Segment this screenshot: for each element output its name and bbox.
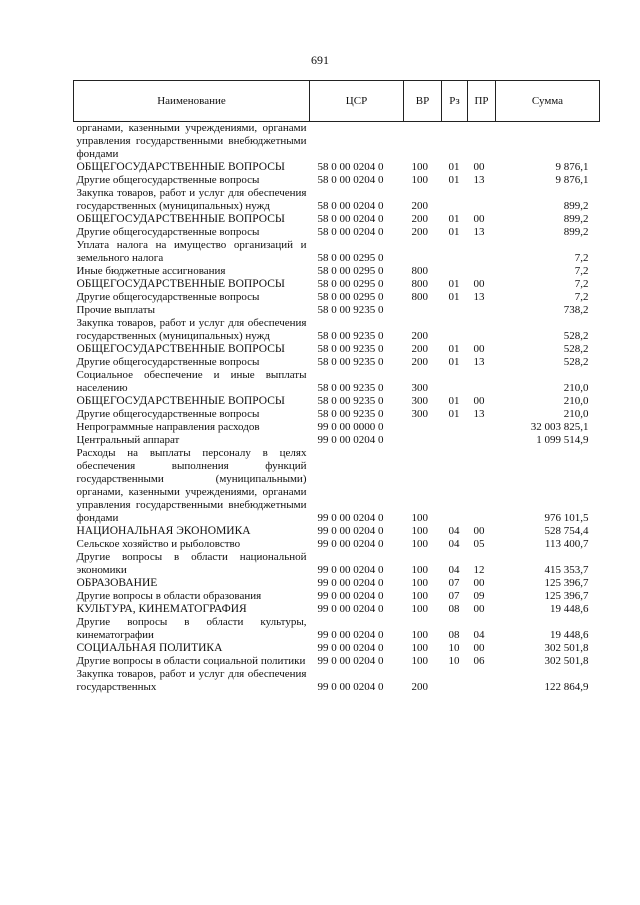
cell-csr: 99 0 00 0204 0 [317,538,384,550]
cell-sum: 899,2 [563,213,589,225]
cell-name: органами, казенными учреждениями, органами управления государственными внебюджетными фондами [76,122,307,160]
cell-csr: 58 0 00 0295 0 [317,252,384,264]
cell-rz: 07 [448,590,460,602]
cell-rz: 01 [448,213,460,225]
cell-rz: 01 [448,395,460,407]
cell-rz: 01 [448,343,460,355]
header-row [74,81,600,122]
table-row [74,174,600,187]
cell-pr: 13 [473,408,485,420]
cell-sum: 302 501,8 [544,655,589,667]
cell-sum: 738,2 [563,304,589,316]
cell-vr: 300 [411,408,428,420]
cell-rz [442,421,468,434]
cell-pr [468,239,496,265]
table-row [74,226,600,239]
cell-csr: 58 0 00 0204 0 [317,161,384,173]
table-body [74,122,600,695]
cell-vr: 200 [411,200,428,212]
cell-csr: 58 0 00 9235 0 [317,408,384,420]
cell-rz: 01 [448,226,460,238]
cell-vr [404,304,442,317]
cell-sum: 122 864,9 [544,681,589,693]
cell-vr: 100 [411,603,428,615]
cell-pr: 00 [473,577,485,589]
cell-rz: 10 [448,655,460,667]
cell-name: ОБЩЕГОСУДАРСТВЕННЫЕ ВОПРОСЫ [76,278,285,290]
cell-rz: 01 [448,408,460,420]
cell-sum: 899,2 [563,226,589,238]
cell-csr: 58 0 00 9235 0 [317,330,384,342]
cell-sum: 528 754,4 [544,525,589,537]
cell-pr: 00 [473,642,485,654]
cell-csr: 99 0 00 0204 0 [317,655,384,667]
table-row [74,343,600,356]
cell-sum: 302 501,8 [544,642,589,654]
cell-name: Другие вопросы в области социальной политики [76,655,306,667]
cell-csr: 58 0 00 9235 0 [317,304,384,316]
cell-vr: 200 [411,213,428,225]
cell-rz [442,187,468,213]
cell-rz [442,369,468,395]
table-row [74,395,600,408]
cell-pr: 00 [473,278,485,290]
cell-vr [404,239,442,265]
table-row [74,447,600,525]
cell-sum: 125 396,7 [544,577,589,589]
cell-pr [468,304,496,317]
cell-pr: 00 [473,525,485,537]
table-row [74,538,600,551]
cell-csr: 58 0 00 0204 0 [317,226,384,238]
table-row [74,551,600,577]
cell-sum: 210,0 [563,382,589,394]
cell-vr: 100 [411,161,428,173]
cell-pr [468,265,496,278]
cell-vr: 100 [411,512,428,524]
table-row [74,577,600,590]
table-row [74,590,600,603]
cell-pr: 13 [473,356,485,368]
cell-rz [442,265,468,278]
cell-name: Другие вопросы в области образования [76,590,262,602]
cell-sum: 7,2 [574,252,589,264]
cell-csr: 58 0 00 0204 0 [317,174,384,186]
cell-pr: 00 [473,603,485,615]
cell-rz: 10 [448,642,460,654]
cell-vr [404,122,442,162]
cell-rz [442,317,468,343]
cell-csr: 99 0 00 0204 0 [317,525,384,537]
cell-csr: 58 0 00 0204 0 [317,213,384,225]
cell-sum: 7,2 [574,265,589,277]
cell-sum: 113 400,7 [544,538,589,550]
cell-csr: 99 0 00 0000 0 [317,421,384,433]
header-vr: ВР [404,81,442,122]
cell-csr: 58 0 00 0295 0 [317,291,384,303]
cell-csr: 99 0 00 0204 0 [317,629,384,641]
cell-name: Закупка товаров, работ и услуг для обеспечения государственных (муниципальных) нужд [76,187,307,212]
cell-pr [468,369,496,395]
cell-name: Непрограммные направления расходов [76,421,260,433]
cell-csr: 99 0 00 0204 0 [317,642,384,654]
cell-pr: 13 [473,226,485,238]
cell-pr: 00 [473,161,485,173]
cell-pr [468,317,496,343]
cell-sum: 528,2 [563,356,589,368]
table-row [74,213,600,226]
cell-name: Прочие выплаты [76,304,155,316]
table-row [74,369,600,395]
cell-vr: 100 [411,629,428,641]
cell-sum: 32 003 825,1 [530,421,589,433]
cell-rz: 04 [448,525,460,537]
cell-name: Другие общегосударственные вопросы [76,226,260,238]
cell-name: КУЛЬТУРА, КИНЕМАТОГРАФИЯ [76,603,247,615]
cell-name: ОБЩЕГОСУДАРСТВЕННЫЕ ВОПРОСЫ [76,161,285,173]
header-rz: Рз [442,81,468,122]
cell-vr: 100 [411,564,428,576]
cell-pr: 00 [473,343,485,355]
cell-vr: 100 [411,642,428,654]
cell-rz [442,239,468,265]
cell-rz [442,447,468,525]
table-header [74,81,600,122]
cell-name: ОБЩЕГОСУДАРСТВЕННЫЕ ВОПРОСЫ [76,395,285,407]
cell-sum: 9 876,1 [555,161,589,173]
cell-sum: 899,2 [563,200,589,212]
table-row [74,161,600,174]
table-row [74,304,600,317]
cell-vr: 100 [411,590,428,602]
cell-name: Другие общегосударственные вопросы [76,291,260,303]
cell-csr: 99 0 00 0204 0 [317,603,384,615]
cell-rz: 01 [448,291,460,303]
cell-sum: 415 353,7 [544,564,589,576]
page-number: 691 [311,53,329,67]
cell-name: ОБРАЗОВАНИЕ [76,577,158,589]
cell-pr [468,434,496,447]
cell-sum: 19 448,6 [550,603,589,615]
cell-vr: 100 [411,174,428,186]
table-row [74,122,600,162]
cell-name: Другие общегосударственные вопросы [76,408,260,420]
table-row [74,187,600,213]
cell-sum: 7,2 [574,291,589,303]
cell-pr: 12 [473,564,485,576]
cell-vr: 200 [411,681,428,693]
cell-vr: 300 [411,395,428,407]
cell-pr [468,187,496,213]
cell-vr: 200 [411,226,428,238]
cell-name: НАЦИОНАЛЬНАЯ ЭКОНОМИКА [76,525,251,537]
table-row [74,603,600,616]
cell-rz: 01 [448,161,460,173]
cell-vr: 100 [411,525,428,537]
cell-rz: 01 [448,278,460,290]
cell-rz: 01 [448,356,460,368]
cell-vr [404,421,442,434]
cell-pr: 05 [473,538,485,550]
cell-name: Другие вопросы в области национальной экономики [76,551,307,576]
cell-rz: 08 [448,603,460,615]
header-pr: ПР [468,81,496,122]
cell-rz [442,668,468,694]
cell-name: Закупка товаров, работ и услуг для обеспечения государственных [76,668,307,693]
cell-pr: 04 [473,629,485,641]
cell-pr [468,447,496,525]
table-row [74,421,600,434]
table-row [74,356,600,369]
cell-csr: 99 0 00 0204 0 [317,681,384,693]
cell-name: Сельское хозяйство и рыболовство [76,538,241,550]
cell-sum: 210,0 [563,395,589,407]
cell-sum: 528,2 [563,330,589,342]
header-csr: ЦСР [310,81,404,122]
cell-csr: 58 0 00 0204 0 [317,200,384,212]
cell-sum: 1 099 514,9 [536,434,589,446]
cell-pr [468,668,496,694]
cell-pr: 00 [473,395,485,407]
cell-rz [442,434,468,447]
cell-csr: 58 0 00 0295 0 [317,265,384,277]
cell-name: Закупка товаров, работ и услуг для обеспечения государственных (муниципальных) нужд [76,317,307,342]
table-row [74,239,600,265]
cell-sum: 19 448,6 [550,629,589,641]
header-name: Наименование [74,81,310,122]
cell-csr: 58 0 00 9235 0 [317,382,384,394]
cell-vr: 800 [411,291,428,303]
table-row [74,408,600,421]
cell-rz [442,304,468,317]
cell-rz: 04 [448,538,460,550]
cell-sum [496,122,600,162]
cell-name: Иные бюджетные ассигнования [76,265,226,277]
cell-name: Другие вопросы в области культуры, кинематографии [76,616,307,641]
table-row [74,434,600,447]
table-row [74,655,600,668]
cell-csr: 58 0 00 9235 0 [317,343,384,355]
table-row [74,616,600,642]
cell-csr: 99 0 00 0204 0 [317,512,384,524]
cell-sum: 7,2 [574,278,589,290]
cell-sum: 9 876,1 [555,174,589,186]
cell-pr: 13 [473,174,485,186]
cell-pr: 00 [473,213,485,225]
cell-vr: 100 [411,655,428,667]
table-row [74,317,600,343]
cell-csr [310,122,404,162]
cell-vr: 200 [411,356,428,368]
table-row [74,525,600,538]
cell-vr: 800 [411,278,428,290]
cell-name: ОБЩЕГОСУДАРСТВЕННЫЕ ВОПРОСЫ [76,213,285,225]
header-sum: Сумма [496,81,600,122]
cell-pr: 06 [473,655,485,667]
cell-rz: 07 [448,577,460,589]
cell-pr: 09 [473,590,485,602]
cell-pr [468,421,496,434]
cell-name: Центральный аппарат [76,434,180,446]
cell-vr: 300 [411,382,428,394]
cell-rz: 08 [448,629,460,641]
cell-name: Расходы на выплаты персоналу в целях обеспечения выполнения функций государственными (муниципальными) органами, казенными учреждениями, органами управления государственными внебюджетными фондами [76,447,307,524]
table-row [74,265,600,278]
cell-csr: 99 0 00 0204 0 [317,564,384,576]
cell-name: СОЦИАЛЬНАЯ ПОЛИТИКА [76,642,223,654]
cell-rz [442,122,468,162]
cell-sum: 976 101,5 [544,512,589,524]
cell-csr: 58 0 00 0295 0 [317,278,384,290]
cell-rz: 01 [448,174,460,186]
table-row [74,642,600,655]
cell-sum: 125 396,7 [544,590,589,602]
cell-csr: 99 0 00 0204 0 [317,434,384,446]
budget-table [73,80,600,694]
cell-name: Уплата налога на имущество организаций и земельного налога [76,239,307,264]
table-row [74,278,600,291]
cell-name: Другие общегосударственные вопросы [76,174,260,186]
table-row [74,668,600,694]
cell-vr: 100 [411,577,428,589]
cell-vr: 200 [411,343,428,355]
cell-vr: 100 [411,538,428,550]
cell-csr: 58 0 00 9235 0 [317,395,384,407]
cell-vr [404,434,442,447]
cell-name: Другие общегосударственные вопросы [76,356,260,368]
cell-csr: 99 0 00 0204 0 [317,577,384,589]
table-row [74,291,600,304]
cell-name: ОБЩЕГОСУДАРСТВЕННЫЕ ВОПРОСЫ [76,343,285,355]
cell-sum: 528,2 [563,343,589,355]
cell-csr: 58 0 00 9235 0 [317,356,384,368]
cell-sum: 210,0 [563,408,589,420]
cell-pr: 13 [473,291,485,303]
cell-vr: 200 [411,330,428,342]
cell-name: Социальное обеспечение и иные выплаты населению [76,369,307,394]
cell-csr: 99 0 00 0204 0 [317,590,384,602]
cell-rz: 04 [448,564,460,576]
cell-pr [468,122,496,162]
cell-vr: 800 [411,265,428,277]
